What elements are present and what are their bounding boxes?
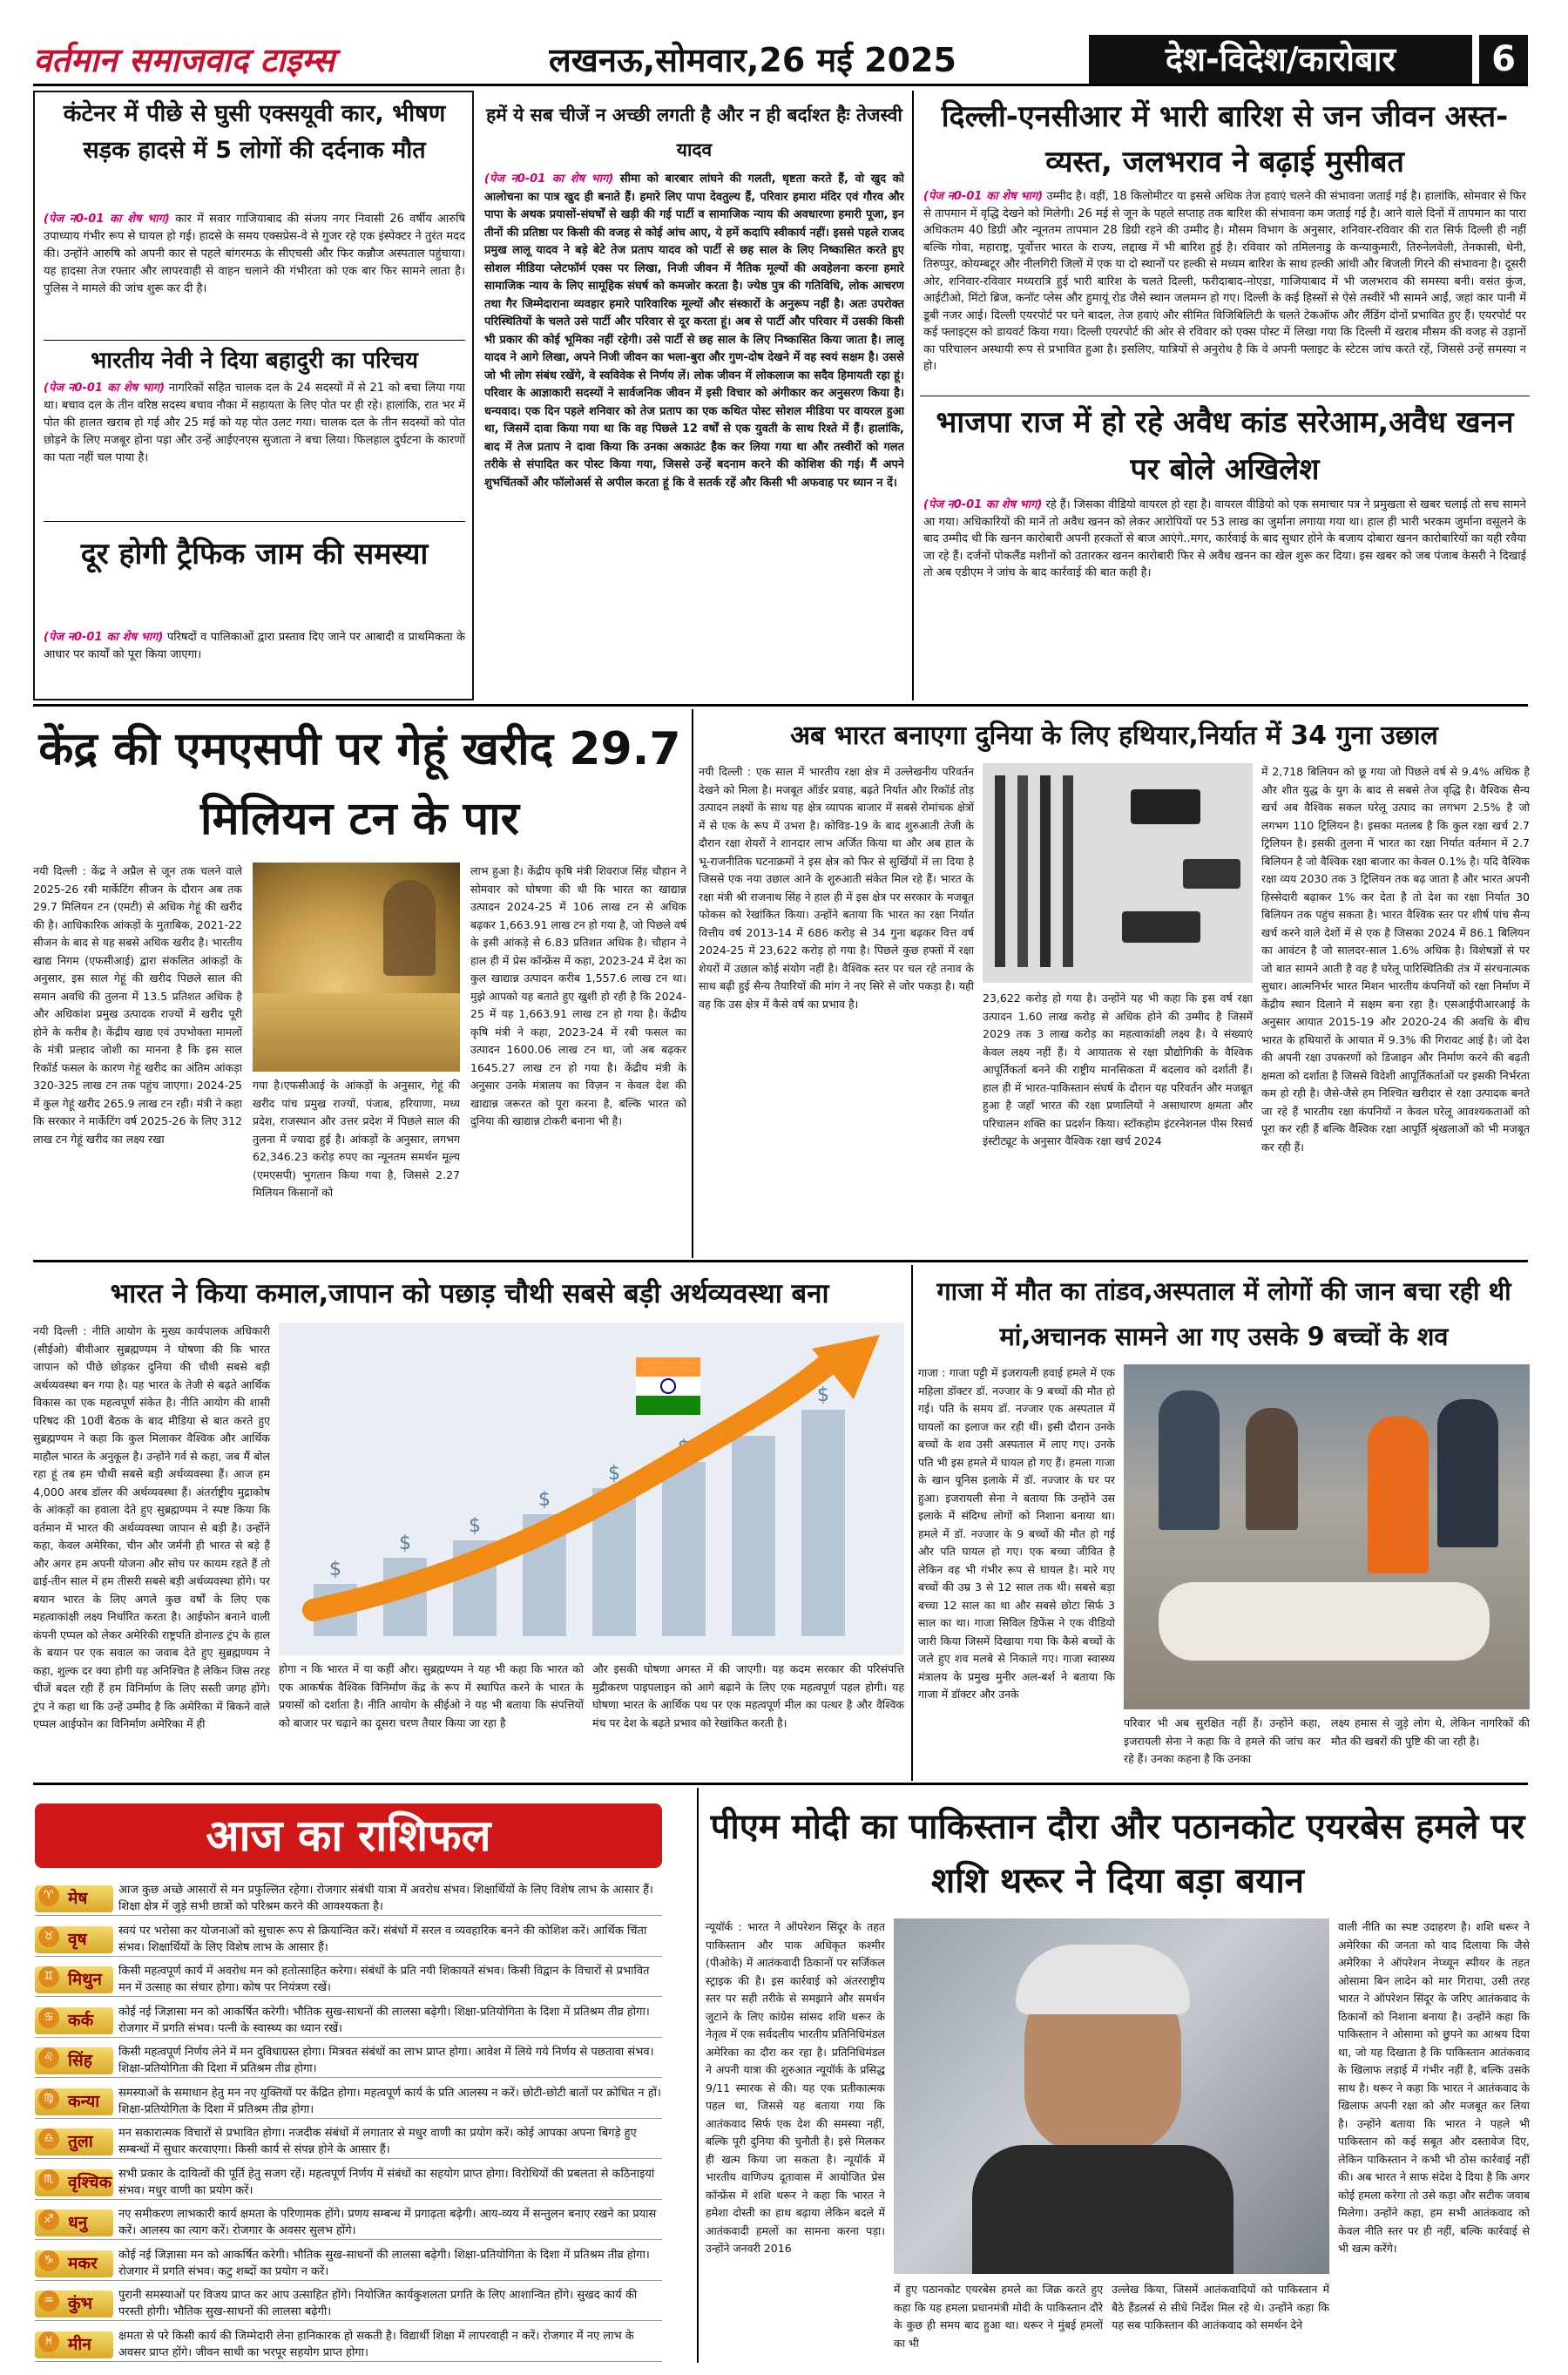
continued-tag: (पेज न0-01 का शेष भाग) <box>44 382 166 395</box>
tharoor-photo <box>894 1918 1329 2274</box>
graphic-bar-label: $ <box>538 1489 551 1511</box>
article-delhi-rain-body <box>923 188 1526 394</box>
gaza-col1: गाजा : गाजा पट्टी में इजरायली हवाई हमले में एक महिला डॉक्टर डॉ. नज्जार के 9 बच्चों की मौत हो गई। पति के समय डॉ. नज्जार एक अस्पताल में घायलों का इलाज कर रही थीं। इसी दौरान उनके बच्चों के शव उसी अस्पताल में लाए गए। उनके पति भी इस हमले में घायल हो गए हैं। हमला गाजा के खान यूनिस इलाके में डॉ. नज्जार के घर पर हुआ। इजरायली सेना ने बताया कि उन्होंने उस इलाके में संदिग्ध लोगों को निशाना बनाया था। हमले में डॉ. नज्जार के 9 बच्चों की मौत हो गई और पति घायल हो गए। एक बच्चा जीवित है लेकिन वह भी गंभीर रूप से घायल है। मारे गए बच्चों की उम्र 3 से 12 साल तक थी। सबसे बड़ा बच्चा 12 साल का था और सबसे छोटा सिर्फ 3 साल का था। गाजा सिविल डिफेंस ने एक वीडियो जारी किया जिसमें दिखाया गया कि कैसे बच्चों के जले हुए शव मलबे से निकाले गए। गाजा स्वास्थ्य मंत्रालय के प्रमुख मुनीर अल-बर्श ने बताया कि गाजा में डॉक्टर और उनके <box>918 1366 1115 1701</box>
article-body: उम्मीद है। वहीं, 18 किलोमीटर या इससे अधिक तेज हवाएं चलने की संभावना जताई गई है। हालांकि, सोमवार से फिर से तापमान में वृद्धि देखने को मिलेगी। 26 मई से जून के पहले सप्ताह तक बारिश की संभावना कम जताई गई है। आने वाले दिनों में तापमान का पारा अधिकतम 40 डिग्री और न्यूनतम तापमान 28 डिग्री रहने की उम्मीद है। मौसम विभाग के अनुसार, शनिवार-रविवार की रात सिर्फ दिल्ली ही नहीं बल्कि गोवा, महाराष्ट्र, पूर्वोत्तर भारत के राज्य, लद्दाख में भी बारिश हुई है। रविवार को तमिलनाडु के कन्याकुमारी, तिरुनेलवेली, तेनकासी, थेनी, तिरुप्पुर, कोयम्बटूर और नीलगिरी जिलों में एक या दो स्थानों पर हल्की से मध्यम बारिश के साथ हल्की आंधी और बिजली गिरने की संभावना है। दूसरी ओर, शनिवार-रविवार मध्यरात्रि हुई भारी बारिश के चलते दिल्ली, फरीदाबाद-नोएडा, गाजियाबाद में भी जलभराव की समस्या बनी। वसंत कुंज, आईटीओ, मिंटो ब्रिज, कनॉट प्लेस और हुमायूं रोड जैसे स्थान जलमग्न हो गए। दिल्ली के कई हिस्सों से ऐसे तस्वीरें भी सामने आईं, जहां कार पानी में डूबी नजर आई। दिल्ली एयरपोर्ट पर घने बादल, तेज हवाएं और सीमित विजिबिलिटी के चलते टेकऑफ और लैंडिंग दोनों प्रभावित हुए हैं। एयरपोर्ट पर कई फ्लाइट्स को डायवर्ट किया गया। दिल्ली एयरपोर्ट की ओर से रविवार को एक्स पोस्ट में लिखा गया कि दिल्ली में खराब मौसम की वजह से उड़ानों का परिचालन अस्थायी रूप से प्रभावित हुआ है। इसलिए, यात्रियों से अनुरोध है कि वे अपनी फ्लाइट के स्टेटस जांच करते रहें, जिससे उन्हें समस्या न हो। <box>923 190 1526 373</box>
rashi-text: पुरानी समस्याओं पर विजय प्राप्त कर आप उत्साहित होंगे। नियोजित कार्यकुशलता प्रगति के लिए आशान्वित होंगे। सुखद कार्य की परस्ती होगी। भौतिक सुख-साधनों की लालसा बढ़ेगी। <box>118 2289 638 2318</box>
headline-defence: अब भारत बनाएगा दुनिया के लिए हथियार,निर्यात में 34 गुना उछाल <box>790 721 1438 751</box>
continued-tag: (पेज न0-01 का शेष भाग) <box>923 498 1043 511</box>
date-line: लखनऊ,सोमवार,26 मई 2025 <box>549 41 956 79</box>
rashi-sign: धनु <box>35 2209 113 2236</box>
gaza-col3: लक्ष्य हमास से जुड़े लोग थे, लेकिन नागरिकों की मौत की खबरों की पुष्टि की जा रही है। <box>1331 1716 1530 1748</box>
tharoor-col2: में हुए पठानकोट एयरबेस हमले का जिक्र करते हुए कहा कि यह हमला प्रधानमंत्री मोदी के पाकिस्तान दौरे के कुछ ही समय बाद हुआ था। थरूर ने मुंबई हमलों का भी <box>894 2283 1103 2350</box>
rashi-row <box>35 2247 662 2281</box>
continued-tag: (पेज न0-01 का शेष भाग) <box>44 631 164 644</box>
headline-gaza: गाजा में मौत का तांडव,अस्पताल में लोगों की जान बचा रही थी मां,अचानक सामने आ गए उसके 9 बच्चों के शव <box>936 1276 1511 1351</box>
headline-navy: भारतीय नेवी ने दिया बहादुरी का परिचय <box>91 348 418 374</box>
continued-tag: (पेज न0-01 का शेष भाग) <box>923 190 1044 203</box>
zodiac-icon: ♐ <box>38 2209 59 2230</box>
rashi-text: किसी महत्वपूर्ण निर्णय लेने में मन दुविधाग्रस्त होगा। मित्रवत संबंधों का लाभ प्राप्त होगा। आवेश में लिये गये निर्णय से पछतावा संभव। शिक्षा-प्रतियोगिता की दिशा में प्रतिश्रम तीव्र होगा। <box>118 2046 654 2075</box>
article-traffic <box>44 629 465 695</box>
article-body: कार में सवार गाजियाबाद की संजय नगर निवासी 26 वर्षीय आरुषि उपाध्याय गंभीर रूप से घायल हो गई। हादसे के समय एक्सप्रेस-वे से गुजर रहे एक इंस्पेक्टर ने तुरंत मदद की। उन्होंने आरुषि को अपनी कार से पहले बांगरमऊ के सीएचसी और फिर कन्नौज अस्पताल पहुंचाया। यह हादसा तेज रफ्तार और लापरवाही से वाहन चलाने की गंभीरता को एक बार फिर सामने लाता है। पुलिस ने मामले की जांच शुरू कर दी है। <box>44 213 465 295</box>
rashi-text: सभी प्रकार के दायित्वों की पूर्ति हेतु सजग रहें। महत्वपूर्ण निर्णय में संबंधों का सहयोग प्राप्त होगा। विरोधियों की प्रबलता से कठिनाइयां संभव। मधुर वाणी का प्रयोग करें। <box>118 2167 655 2197</box>
rashi-sign: मीन <box>35 2331 113 2358</box>
rashi-sign: कुंभ <box>35 2290 113 2317</box>
continued-tag: (पेज न0-01 का शेष भाग) <box>484 173 614 186</box>
rashi-sign: वृश्चिक <box>35 2169 113 2196</box>
graphic-bar <box>732 1436 775 1636</box>
headline-economy: भारत ने किया कमाल,जापान को पछाड़ चौथी सबसे बड़ी अर्थव्यवस्था बना <box>110 1278 829 1309</box>
paper-name: वर्तमान समाजवाद टाइम्स <box>33 41 335 79</box>
rashi-text: मन सकारात्मक विचारों से प्रभावित होगा। नजदीक संबंधों में लगातार से मधुर वाणी का प्रयोग करें। कोई आपका अपना बिगड़े हुए सम्बन्धों में सुधार करवाएगा। किसी कार्य से संपन्न होने के आसार हैं। <box>118 2127 637 2156</box>
economy-graphic <box>279 1323 904 1655</box>
continued-tag: (पेज न0-01 का शेष भाग) <box>44 213 170 226</box>
rashi-sign: मेष <box>35 1885 113 1912</box>
rashi-sign: तुला <box>35 2128 113 2155</box>
economy-col2: होगा न कि भारत में या कहीं और। सुब्रह्मण्यम ने यह भी कहा कि भारत को एक आकर्षक वैश्विक विनिर्माण केंद्र के रूप में स्थापित करने के भारत के प्रयासों को दर्शाता है। नीति आयोग के सीईओ ने यह भी बताया कि संपत्तियों को बाजार पर चढ़ाने का दूसरा चरण तैयार किया जा रहा है <box>279 1662 584 1729</box>
defence-col1: नयी दिल्ली : एक साल में भारतीय रक्षा क्षेत्र में उल्लेखनीय परिवर्तन देखने को मिला है। मजबूत ऑर्डर प्रवाह, बढ़ते निर्यात और रिकॉर्ड तोड़ उत्पादन लक्ष्यों के साथ यह क्षेत्र व्यापक बाजार में सबसे रोमांचक क्षेत्रों में से एक के रूप में उभरा है। कोविड-19 के बाद शुरुआती तेजी के दौरान रक्षा शेयरों ने शानदार लाभ अर्जित किया था और अब हाल के भू-राजनीतिक घटनाक्रमों ने इस क्षेत्र को फिर से सुर्खियों में ला दिया है जिससे एक नया उछाल आने के शुरुआती संकेत मिल रहे हैं। भारत के रक्षा मंत्री श्री राजनाथ सिंह ने हाल ही में इस क्षेत्र पर सरकार के मजबूत फोकस को रेखांकित किया। उन्होंने बताया कि भारत का रक्षा निर्यात वित्तीय वर्ष 2013-14 में 686 करोड़ से 34 गुना बढ़कर वित्त वर्ष 2024-25 में 23,622 करोड़ हो गया है। पिछले कुछ हफ्तों में रक्षा शेयरों में उछाल कोई संयोग नहीं है। वैश्विक स्तर पर चल रहे तनाव के साथ बढ़ी हुई सैन्य तैयारियों की मांग ने नए सिरे से जोर पकड़ा है। यही वह कि उस क्षेत्र में कैसे वर्ष का प्रभाव है। <box>699 765 974 1011</box>
headline-container-crash: कंटेनर में पीछे से घुसी एक्सयूवी कार, भीषण सड़क हादसे में 5 लोगों की दर्दनाक मौत <box>63 100 446 164</box>
rashi-sign: सिंह <box>35 2047 113 2074</box>
zodiac-icon: ♌ <box>38 2047 59 2068</box>
rashi-sign: वृष <box>35 1926 113 1953</box>
graphic-bar-label: $ <box>817 1384 829 1406</box>
gaza-col2: परिवार भी अब सुरक्षित नहीं हैं। उन्होंने कहा, इजरायली सेना ने कहा कि वे हमले की जांच कर रहे हैं। उनका कहना है कि उनका <box>1124 1716 1321 1765</box>
economy-col3: और इसकी घोषणा अगस्त में की जाएगी। यह कदम सरकार की परिसंपत्ति मुद्रीकरण पाइपलाइन को आगे बढ़ाने के लिए एक महत्वपूर्ण पहल होगी। यह घोषणा भारत के आर्थिक पथ पर एक महत्वपूर्ण मील का पत्थर है और वैश्विक मंच पर देश के बढ़ते प्रभाव को रेखांकित करती है। <box>592 1662 904 1729</box>
rashi-text: समस्याओं के समाधान हेतु मन नए युक्तियों पर केंद्रित होगा। महत्वपूर्ण कार्य के प्रति आलस्य न करें। छोटी-छोटी बातों पर क्रोधित न हों। शिक्षा-प्रतियोगिता के दिशा में प्रतिश्रम तीव्र होगा। <box>118 2086 661 2116</box>
weapons-photo <box>983 763 1253 983</box>
zodiac-icon: ♍ <box>38 2088 59 2109</box>
rashi-row <box>35 2328 662 2362</box>
article-akhilesh-body <box>923 497 1526 697</box>
wheat-article <box>33 709 686 1258</box>
tharoor-col3: उल्लेख किया, जिसमें आतंकवादियों को पाकिस्तान में बैठे हैंडलर्स से सीधे निर्देश मिल रहे थे। उन्होंने कहा कि यह सब पाकिस्तान की आतंकवाद को समर्थन देने <box>1112 2283 1329 2331</box>
rashi-row <box>35 2044 662 2078</box>
rashifal-title: आज का राशिफल <box>35 1803 662 1868</box>
rashi-sign: मिथुन <box>35 1966 113 1993</box>
tejashwi-article <box>481 91 908 700</box>
article-navy <box>44 380 465 518</box>
rashifal-section <box>0 1788 697 2375</box>
gaza-article <box>918 1265 1530 1781</box>
headline-traffic: दूर होगी ट्रैफिक जाम की समस्या <box>80 537 429 572</box>
rashi-row <box>35 1963 662 1997</box>
zodiac-icon: ♈ <box>38 1885 59 1906</box>
zodiac-icon: ♎ <box>38 2128 59 2149</box>
zodiac-icon: ♑ <box>38 2250 59 2271</box>
tharoor-col4: वाली नीति का स्पष्ट उदाहरण है। शशि थरूर ने अमेरिका की जनता को याद दिलाया कि जैसे अमेरिका ने ऑपरेशन नेप्च्यून स्पीयर के तहत ओसामा बिन लादेन को मार गिराया, उसी तरह भारत ने ऑपरेशन सिंदूर के जरिए आतंकवाद के ठिकानों को निशाना बनाया है। उन्होंने कहा कि पाकिस्तान ने ओसामा को छुपने का आश्रय दिया था, जो यह दिखाता है कि पाकिस्तान आतंकवाद के खिलाफ लड़ाई में गंभीर नहीं है, बल्कि उसके साथ है। थरूर ने कहा कि भारत ने आतंकवाद के खिलाफ अपनी रक्षा को और मजबूत कर लिया है। उन्होंने बताया कि भारत ने पहले भी पाकिस्तान को कई सबूत और दस्तावेज दिए, लेकिन पाकिस्तान ने कभी भी ठोस कार्रवाई नहीं की। अब भारत ने साफ संदेश दे दिया है कि अगर कोई हमला करेगा तो उसे कड़ा और सटीक जवाब मिलेगा। उन्होंने कहा, हम सभी आतंकवाद को केवल नीति स्तर पर ही नहीं, बल्कि कार्रवाई से भी खत्म करेंगे। <box>1338 1920 1530 2255</box>
graphic-bar-label: $ <box>399 1533 411 1554</box>
page-number: 6 <box>1476 35 1528 84</box>
zodiac-icon: ♋ <box>38 2007 59 2028</box>
rashi-row <box>35 2125 662 2159</box>
article-container-crash <box>44 211 465 336</box>
article-body: रहे हैं। जिसका वीडियो वायरल हो रहा है। वायरल वीडियो को एक समाचार पत्र ने प्रमुखता से खबर चलाई तो सच सामने आ गया। अधिकारियों की मानें तो अवैध खनन को लेकर आरोपियों पर 53 लाख का जुर्माना लगाया गया था। हाल ही भारी भरकम जुर्माना वसूलने के बाद उम्मीद थी कि खनन कारोबारी अपनी हरकतों से बाज आएंगे..मगर, कार्रवाई के बाद सुधार होने के बजाय दोबारा खनन कारोबारियों का यही रवैया जा रहे हैं। दर्जनों पोकलैंड मशीनों को उतारकर खनन कारोबारी फिर से अवैध खनन का खेल शुरू कर दिया। इस खबर को जब पंजाब केसरी ने दिखाई तो अब एडीएम ने जांच के बाद कार्रवाई की बात कही है। <box>923 498 1526 579</box>
masthead-rule <box>33 84 1528 86</box>
rashi-row <box>35 2085 662 2119</box>
rashi-sign: कर्क <box>35 2007 113 2034</box>
rashi-row <box>35 2166 662 2200</box>
wheat-col3: लाभ हुआ है। केंद्रीय कृषि मंत्री शिवराज सिंह चौहान ने सोमवार को घोषणा की थी कि भारत का खाद्यान्न उत्पादन 2024-25 में 106 लाख टन से अधिक बढ़कर 1,663.91 लाख टन हो गया है, जो पिछले वर्ष के इसी आंकड़े से 6.83 प्रतिशत अधिक है। चौहान ने हाल ही में प्रेस कॉन्फ्रेंस में कहा, 2023-24 में देश का कुल खाद्यान्न उत्पादन करीब 1,557.6 लाख टन था। मुझे आपको यह बताते हुए खुशी हो रही है कि 2024-25 में यह 1,663.91 लाख टन हो गया है। केंद्रीय कृषि मंत्री ने कहा, 2023-24 में रबी फसल का उत्पादन 1600.06 लाख टन था, जो अब बढ़कर 1645.27 लाख टन हो गया है। केंद्रीय मंत्री के अनुसार उनके मंत्रालय का विज़न न केवल देश की खाद्यान्न जरूरत को पूरा करना है, बल्कि भारत को दुनिया की खाद्यान्न टोकरी बनाना भी है। <box>470 864 686 1127</box>
graphic-bar-label: $ <box>678 1437 690 1458</box>
rashi-text: कोई नई जिज्ञासा मन को आकर्षित करेगी। भौतिक सुख-साधनों की लालसा बढ़ेगी। शिक्षा-प्रतियोगिता के दिशा में प्रतिश्रम तीव्र होगा। रोजगार में प्रगति संभव। पत्नी के स्वास्थ्य का ध्यान रखें। <box>118 2005 650 2035</box>
graphic-bar <box>662 1462 706 1636</box>
gaza-photo <box>1124 1364 1530 1709</box>
wheat-col1: नयी दिल्ली : केंद्र ने अप्रैल से जून तक चलने वाले 2025-26 रबी मार्केटिंग सीजन के दौरान अब तक 29.7 मिलियन टन (एमटी) से अधिक गेहूं की खरीद की है। आधिकारिक आंकड़ों के मुताबिक, 2021-22 सीजन के बाद से यह सबसे अधिक खरीद है। भारतीय खाद्य निगम (एफसीआई) द्वारा संकलित आंकड़ों के अनुसार, इस साल गेहूं की खरीद पिछले साल की समान अवधि की तुलना में 13.5 प्रतिशत अधिक है और अधिकांश प्रमुख उत्पादक राज्यों में खरीद पूरी होने के करीब है। केंद्रीय खाद्य एवं उपभोक्ता मामलों के मंत्री प्रल्हाद जोशी का मानना है कि इस साल रिकॉर्ड फसल के कारण गेहूं खरीद का अंतिम आंकड़ा 320-325 लाख टन तक पहुंच जाएगा। 2024-25 में कुल गेहूं खरीद 265.9 लाख टन रही। मंत्री ने कहा कि सरकार ने मार्केटिंग वर्ष 2025-26 के लिए 312 लाख टन गेहूं खरीद का लक्ष्य रखा <box>33 864 242 1146</box>
rashi-text: कोई नई जिज्ञासा मन को आकर्षित करेगी। भौतिक सुख-साधनों की लालसा बढ़ेगी। शिक्षा-प्रतियोगिता के दिशा में प्रतिश्रम तीव्र होगा। रोजगार में प्रगति संभव। कटु शब्दों का प्रयोग न करें। <box>118 2248 650 2278</box>
headline-wheat: केंद्र की एमएसपी पर गेहूं खरीद 29.7 मिलियन टन के पार <box>38 723 681 845</box>
headline-tharoor: पीएम मोदी का पाकिस्तान दौरा और पठानकोट एयरबेस हमले पर शशि थरूर ने दिया बड़ा बयान <box>710 1807 1525 1901</box>
left-box <box>33 91 474 700</box>
tharoor-col1: न्यूयॉर्क : भारत ने ऑपरेशन सिंदूर के तहत पाकिस्तान और पाक अधिकृत कश्मीर (पीओके) में आतंकवादी ठिकानों पर सर्जिकल स्ट्राइक की है। इस कार्रवाई को अंतरराष्ट्रीय स्तर पर सही तरीके से समझाने और समर्थन जुटाने के लिए कांग्रेस सांसद शशि थरूर के नेतृत्व में एक सर्वदलीय भारतीय प्रतिनिधिमंडल अमेरिका का दौरा कर रहा है। प्रतिनिधिमंडल ने अपनी यात्रा की शुरुआत न्यूयॉर्क के प्रसिद्ध 9/11 स्मारक से की। यह एक प्रतीकात्मक पहल था, जिससे यह बताया गया कि आतंकवाद सिर्फ एक देश की समस्या नहीं, बल्कि पूरी दुनिया की चुनौती है। इसे मिलकर ही खत्म किया जा सकता है। न्यूयॉर्क में भारतीय वाणिज्य दूतावास में आयोजित प्रेस कॉन्फ्रेंस में शशि थरूर ने कहा कि भारत ने हमेशा दोस्ती का हाथ बढ़ाया लेकिन बदले में आतंकवादी हमलों का सामना करना पड़ा। उन्होंने जनवरी 2016 <box>706 1920 885 2255</box>
article-body: सीमा को बारबार लांघने की गलती, धृष्टता करते हैं, वो खुद को आलोचना का पात्र खुद ही बनाते हैं। हमारे लिए पापा देवतुल्य हैं, परिवार हमारा मंदिर एवं गौरव और पापा के अथक प्रयासों-संघर्षों से खड़ी की गई पार्टी व सामाजिक न्याय की अवधारणा हमारी पूजा, इन तीनों की प्रतिष्ठा पर किसी की वजह से कोई आंच आए, ये हमें कदापि स्वीकार्य नहीं। इससे पहले राजद प्रमुख लालू यादव ने बड़े बेटे तेज प्रताप यादव को पार्टी से छह साल के लिए निष्कासित करते हुए सोशल मीडिया प्लेटफॉर्म एक्स पर लिखा, निजी जीवन में नैतिक मूल्यों की अवहेलना करना हमारे सामाजिक न्याय के लिए सामूहिक संघर्ष को कमजोर करता है। ज्येष्ठ पुत्र की गतिविधि, लोक आचरण तथा गैर जिम्मेदाराना व्यवहार हमारे पारिवारिक मूल्यों और संस्कारों के अनुरूप नहीं है। अतः उपरोक्त परिस्थितियों के चलते उसे पार्टी और परिवार से दूर करता हूं। अब से पार्टी और परिवार में उसकी किसी भी प्रकार की कोई भूमिका नहीं रहेगी। उसे पार्टी से छह साल के लिए निष्कासित किया जाता है। लालू यादव ने आगे लिखा, अपने निजी जीवन का भला-बुरा और गुण-दोष देखने में वह स्वयं सक्षम है। उससे जो भी लोग संबंध रखेंगे, वे स्वविवेक से निर्णय लें। लोक जीवन में लोकलाज का सदैव हिमायती रहा हूं। परिवार के आज्ञाकारी सदस्यों ने सार्वजनिक जीवन में इसी विचार को अंगीकार कर अनुसरण किया है। धन्यवाद। एक दिन पहले शनिवार को तेज प्रताप का एक कथित पोस्ट सोशल मीडिया पर वायरल हुआ था, जिसमें दावा किया गया था कि वह पिछले 12 वर्षों से एक युवती के साथ रिश्ते में हैं। हालांकि, बाद में तेज प्रताप ने दावा किया कि उनका अकाउंट हैक कर लिया गया था और तस्वीरों को गलत तरीके से संपादित कर पोस्ट किया गया, जिससे उन्हें बदनाम करने की कोशिश की गई। मैं अपने शुभचिंतकों और फॉलोअर्स से अपील करता हूं कि वे सतर्क रहें और किसी भी अफवाह पर ध्यान न दें। <box>484 173 904 490</box>
zodiac-icon: ♒ <box>38 2290 59 2311</box>
economy-article <box>33 1265 906 1781</box>
zodiac-icon: ♉ <box>38 1926 59 1947</box>
headline-tejashwi: हमें ये सब चीजें न अच्छी लगती है और न ही बर्दाश्त हैः तेजस्वी यादव <box>486 105 902 160</box>
graphic-bar-label: $ <box>469 1515 481 1537</box>
defence-col2: 23,622 करोड़ हो गया है। उन्होंने यह भी कहा कि इस वर्ष रक्षा उत्पादन 1.60 लाख करोड़ से अधिक होने की उम्मीद है जिसमें 2029 तक 3 लाख करोड़ का महत्वाकांक्षी लक्ष्य है। ये संख्याएं केवल लक्ष्य नहीं हैं। ये आयातक से रक्षा प्रौद्योगिकी के वैश्विक आपूर्तिकर्ता बनने की राष्ट्रीय मानसिकता में बदलाव को दर्शाती हैं। हाल ही में भारत-पाकिस्तान संघर्ष के दौरान यह परिवर्तन और मजबूत हुआ है जहाँ भारत की रक्षा प्रणालियों ने असाधारण क्षमता और परिचालन शक्ति का प्रदर्शन किया। स्टॉकहोम इंटरनेशनल पीस रिसर्च इंस्टीट्यूट के अनुसार वैश्विक रक्षा खर्च 2024 <box>983 991 1253 1147</box>
defence-col3: में 2,718 बिलियन को छू गया जो पिछले वर्ष से 9.4% अधिक है और शीत युद्ध के युग के बाद से सबसे तेज वृद्धि है। वैश्विक सैन्य खर्च अब वैश्विक सकल घरेलू उत्पाद का लगभग 2.5% है जो लगभग 110 ट्रिलियन है। इसका मतलब है कि कुल रक्षा खर्च 2.7 ट्रिलियन है। इसकी तुलना में भारत का रक्षा निर्यात वर्तमान में 2.7 बिलियन है जो वैश्विक रक्षा बाजार का केवल 0.1% है। यदि वैश्विक रक्षा व्यय 2030 तक 3 ट्रिलियन तक बढ़ जाता है और भारत अपनी हिस्सेदारी बढ़ाकर 1% कर देता है तो देश का रक्षा निर्यात 30 बिलियन तक पहुंच सकता है। भारत वैश्विक स्तर पर शीर्ष पांच सैन्य खर्च करने वाले देशों में से एक है जिसका 2024 में 86.1 बिलियन का आवंटन है जो सालदर-साल 1.6% अधिक है। विशेषज्ञों से पर जो बात सामने आती है वह है घरेलू पारिस्थितिकी तंत्र में संरचनात्मक सुधार। आत्मनिर्भर भारत मिशन भारतीय कंपनियों को रक्षा निर्माण में केंद्रीय स्थान दिलाने में सक्षम बना रहा है। एसआईपीआरआई के अनुसार आयात 2015-19 और 2020-24 की अवधि के बीच भारत के हथियारों के आयात में 9.3% की गिरावट आई है। जो देश की अपनी रक्षा उपकरणों को डिजाइन और निर्माण करने की बढ़ती क्षमता को दर्शाता है जिससे विदेशी आपूर्तिकर्ताओं पर इसकी निर्भरता कम हो रही है। जैसे-जैसे हम निश्चित खरीदार से रक्षा उत्पादक बनते जा रहे हैं भारतीय रक्षा कंपनियों न केवल घरेलू आवश्यकताओं को पूरा कर रही हैं बल्कि वैश्विक रक्षा आपूर्ति श्रृंखलाओं को भी मजबूत कर रही हैं। <box>1261 765 1530 1154</box>
article-tejashwi-body <box>484 171 904 694</box>
zodiac-icon: ♓ <box>38 2331 59 2352</box>
economy-col1: नयी दिल्ली : नीति आयोग के मुख्य कार्यपालक अधिकारी (सीईओ) बीवीआर सुब्रह्मण्यम ने घोषणा की कि भारत जापान को पीछे छोड़कर दुनिया की चौथी सबसे बड़ी अर्थव्यवस्था बन गया है। यह भारत के तेजी से बढ़ते आर्थिक विकास का एक महत्वपूर्ण संकेत है। नीति आयोग की शासी परिषद की 10वीं बैठक के बाद मीडिया से बात करते हुए सुब्रह्मण्यम ने कहा कि कुल मिलाकर वैश्विक और आर्थिक माहौल भारत के अनुकूल है। उन्होंने गर्व से कहा, जब मैं बोल रहा हूं तब हम चौथी सबसे बड़ी अर्थव्यवस्था हैं। आज हम 4,000 अरब डॉलर की अर्थव्यवस्था हैं। अंतर्राष्ट्रीय मुद्राकोष के आंकड़ों का हवाला देते हुए सुब्रह्मण्यम ने स्पष्ट किया कि वर्तमान में भारत की अर्थव्यवस्था जापान से बड़ी है। उन्होंने कहा, केवल अमेरिका, चीन और जर्मनी ही भारत से बड़े हैं और अगर हम अपनी योजना और सोच पर कायम रहते हैं तो ढाई-तीन साल में हम तीसरी सबसे बड़ी अर्थव्यवस्था होंगे। पर बयान भारत के लिए अगले कुछ वर्षों के लिए एक महत्वाकांक्षी लक्ष्य निर्धारित करता है। आईफोन बनाने वाली कंपनी एप्पल को लेकर अमेरिकी राष्ट्रपति डोनाल्ड ट्रंप के हाल के बयान पर एक सवाल का जवाब देते हुए सुब्रह्मण्यम ने कहा, शुल्क दर क्या होगी यह अनिश्चित है लेकिन जिस तरह चीजें बदल रही हैं हम विनिर्माण के लिए सस्ती जगह होंगे। ट्रंप ने कहा था कि उन्हें उम्मीद है कि अमेरिका में बिकने वाले एप्पल आईफोन का विनिर्माण अमेरिका में ही <box>33 1324 270 1730</box>
rashi-row <box>35 1923 662 1957</box>
rashi-text: किसी महत्वपूर्ण कार्य में अवरोध मन को हतोत्साहित करेगा। संबंधों के प्रति नयी शिकायतें संभव। किसी विद्वान के विचारों से प्रभावित मन में उत्साह का संचार होगा। कोष पर नियंत्रण रखें। <box>118 1965 650 1994</box>
article-body: नागरिकों सहित चालक दल के 24 सदस्यों में से 21 को बचा लिया गया था। बचाव दल के तीन वरिष्ठ सदस्य बचाव नौका में सहायता के लिए पोत पर ही रहे। हालांकि, रात भर में पोत की हालत खराब हो गई और 25 मई को यह पोत उलट गया। चालक दल के तीन सदस्यों को पोत छोड़ने के लिए मजबूर होना पड़ा और उन्हें आईएनएस सुजाता ने बचा लिया। फिलहाल दुर्घटना के कारणों का पता नहीं चल पाया है। <box>44 382 465 464</box>
article-body: परिषदों व पालिकाओं द्वारा प्रस्ताव दिए जाने पर आबादी व प्राथमिकता के आधार पर कार्यों को पूरा किया जाएगा। <box>44 631 465 661</box>
defence-article <box>699 709 1530 1258</box>
rashi-text: आज कुछ अच्छे आसारों से मन प्रफुल्लित रहेगा। रोजगार संबंधी यात्रा में अवरोध संभव। शिक्षार्थियों के लिए विशेष लाभ के आसार हैं। शिक्षा क्षेत्र में जुड़े सभी छात्रों को परिश्रम करने की आवश्यकता है। <box>118 1884 653 1913</box>
rashi-sign: मकर <box>35 2250 113 2277</box>
wheat-photo <box>253 863 460 1072</box>
rashi-text: स्वयं पर भरोसा कर योजनाओं को सुचारू रूप से क्रियान्वित करें। संबंधों में सरल व व्यवहारिक बनने की कोशिश करें। आर्थिक चिंता संभव। शिक्षार्थियों के लिए विशेष लाभ के आसार हैं। <box>118 1924 647 1954</box>
rashi-row <box>35 2287 662 2321</box>
graphic-bar-label: $ <box>608 1463 620 1485</box>
wheat-col2: गया है।एफसीआई के आंकड़ों के अनुसार, गेहूं की खरीद पांच प्रमुख राज्यों, पंजाब, हरियाणा, मध्य प्रदेश, राजस्थान और उत्तर प्रदेश में पिछले साल की तुलना में ज्यादा हुई है। आंकड़ों के अनुसार, लगभग 62,346.23 करोड़ रुपए का न्यूनतम समर्थन मूल्य (एमएसपी) भुगतान किया गया है, जिससे 2.27 मिलियन किसानों को <box>253 1079 460 1199</box>
masthead <box>0 0 1568 87</box>
tharoor-article <box>706 1788 1530 2366</box>
zodiac-icon: ♏ <box>38 2169 59 2190</box>
rashi-row <box>35 2206 662 2240</box>
headline-delhi-rain: दिल्ली-एनसीआर में भारी बारिश से जन जीवन अस्त-व्यस्त, जलभराव ने बढ़ाई मुसीबत <box>941 99 1509 179</box>
rashi-row <box>35 1882 662 1916</box>
graphic-bar-label: $ <box>747 1411 760 1432</box>
rashi-row <box>35 2004 662 2038</box>
section-label: देश-विदेश/कारोबार <box>1089 35 1472 84</box>
rashi-text: नए समीकरण लाभकारी कार्य क्षमता के परिणामक होंगे। प्रणय सम्बन्ध में प्रगाढ़ता बढ़ेगी। आय-व्यय में सन्तुलन बनाए रखने का प्रयास करें। आलस्य का त्याग करें। रोजगार के अवसर सुलभ होंगे। <box>118 2208 657 2237</box>
graphic-bar-label: $ <box>329 1559 341 1580</box>
rashi-sign: कन्या <box>35 2088 113 2115</box>
graphic-bar <box>801 1410 845 1636</box>
zodiac-icon: ♊ <box>38 1966 59 1987</box>
delhi-rain-article <box>920 91 1530 700</box>
headline-akhilesh: भाजपा राज में हो रहे अवैध कांड सरेआम,अवैध खनन पर बोले अखिलेश <box>936 405 1514 487</box>
rashi-text: क्षमता से परे किसी कार्य की जिम्मेदारी लेना हानिकारक हो सकती है। विद्यार्थी शिक्षा में लापरवाही न करें। रोजगार में नए लाभ के अवसर प्राप्त होंगे। जीवन साथी का भरपूर सहयोग प्राप्त होगा। <box>118 2329 634 2359</box>
